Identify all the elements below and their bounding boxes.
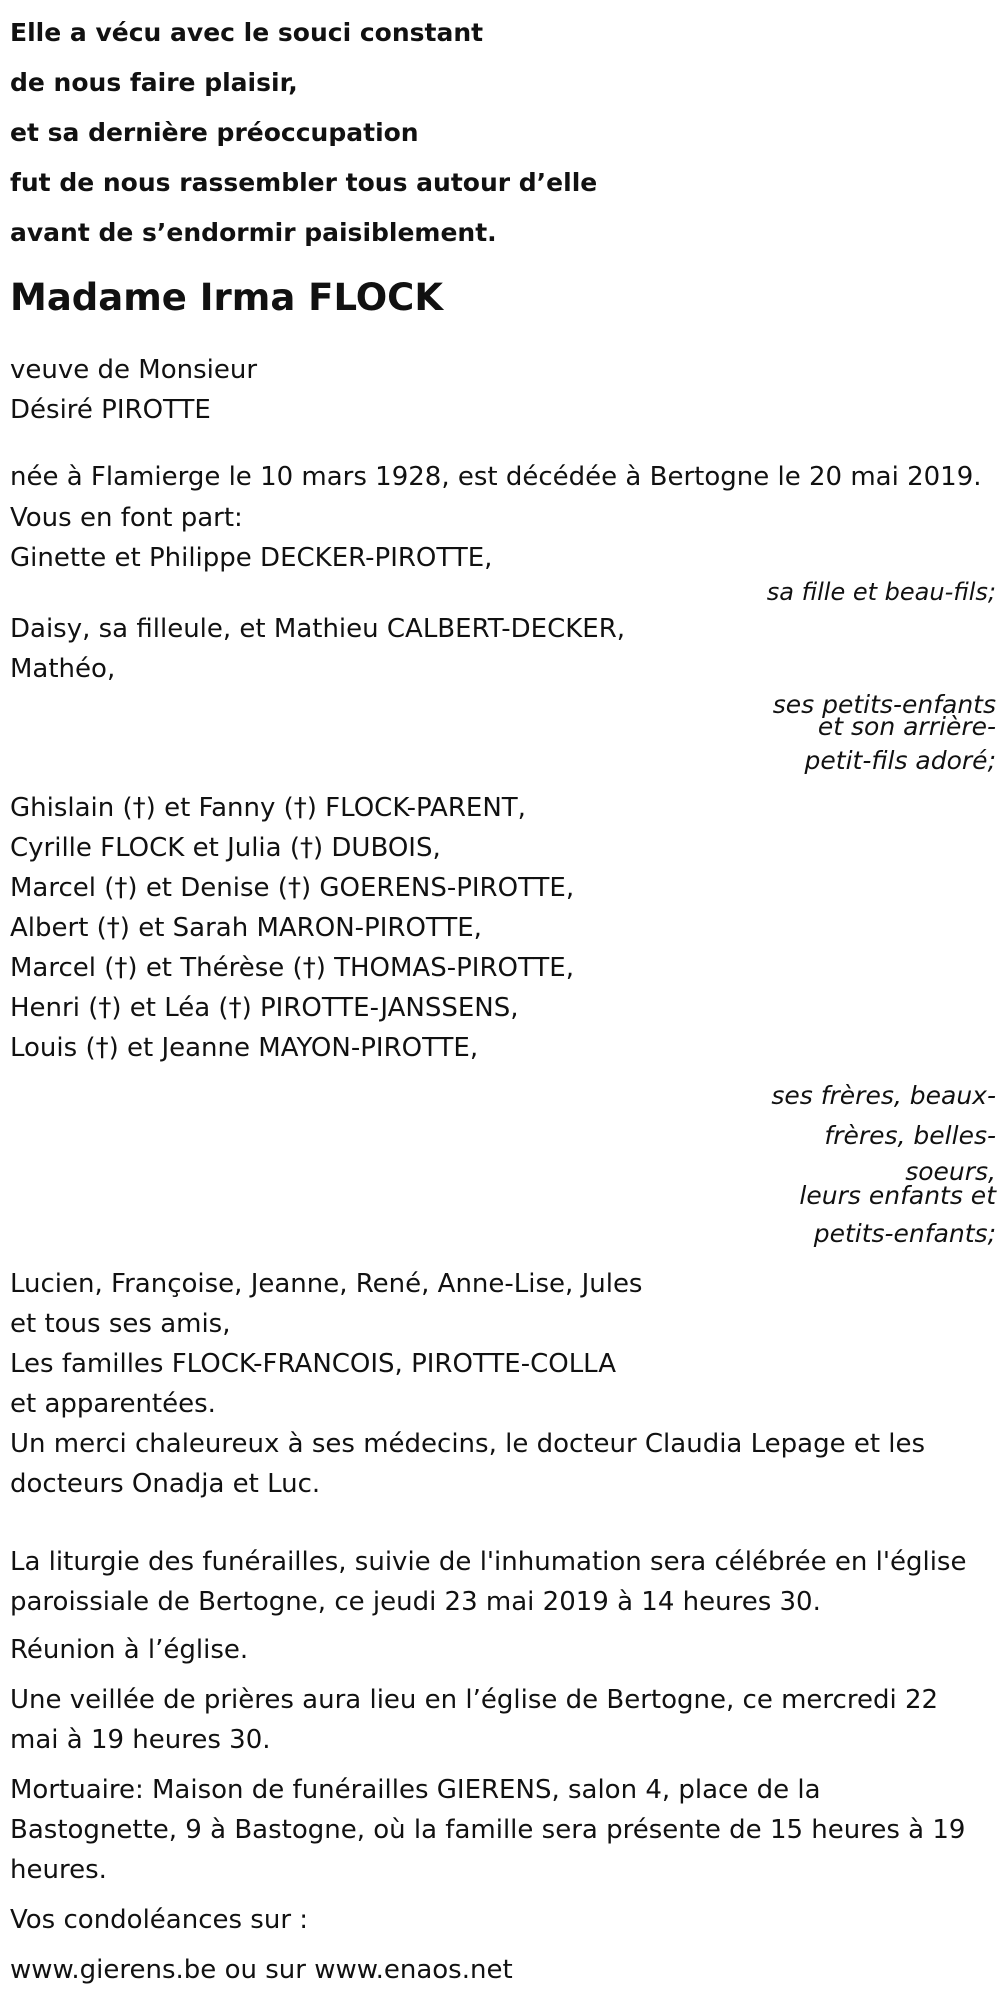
condolences: Vos condoléances sur : xyxy=(10,1905,309,1935)
others-line: Lucien, Françoise, Jeanne, René, Anne-Lise, Jules xyxy=(10,1269,643,1299)
group1-relation: sa fille et beau-fils; xyxy=(766,578,996,606)
announcement: Vous en font part: xyxy=(10,503,243,533)
relation-line: ses frères, beaux- xyxy=(771,1081,996,1110)
others-line: Les familles FLOCK-FRANCOIS, PIROTTE-COLLA xyxy=(10,1349,617,1379)
relation-line: frères, belles- xyxy=(824,1121,996,1150)
liturgy-line: paroissiale de Bertogne, ce jeudi 23 mai 2019 à 14 heures 30. xyxy=(10,1587,821,1617)
thanks-line: Un merci chaleureux à ses médecins, le docteur Claudia Lepage et les xyxy=(10,1429,926,1459)
widow-line: Désiré PIROTTE xyxy=(10,395,211,425)
thanks xyxy=(10,1424,996,1504)
verse-line: fut de nous rassembler tous autour d’elle xyxy=(10,168,598,197)
widow-line: veuve de Monsieur xyxy=(10,355,258,385)
obituary-page xyxy=(10,0,996,1990)
group2-relation xyxy=(696,690,996,784)
verse-line: Elle a vécu avec le souci constant xyxy=(10,18,484,47)
websites[interactable]: www.gierens.be ou sur www.enaos.net xyxy=(10,1955,513,1985)
name-line: Louis (†) et Jeanne MAYON-PIROTTE, xyxy=(10,1033,479,1063)
others xyxy=(10,1264,996,1424)
name-line: Daisy, sa filleule, et Mathieu CALBERT-DECKER, xyxy=(10,614,626,644)
meeting: Réunion à l’église. xyxy=(10,1635,249,1665)
verse-line: avant de s’endormir paisiblement. xyxy=(10,218,497,247)
relation-line: et son arrière- xyxy=(817,712,996,741)
verse-line: et sa dernière préoccupation xyxy=(10,118,419,147)
name-line: Marcel (†) et Thérèse (†) THOMAS-PIROTTE, xyxy=(10,953,574,983)
vigil xyxy=(10,1680,996,1760)
group2-names xyxy=(10,609,996,689)
birth-death: née à Flamierge le 10 mars 1928, est décédée à Bertogne le 20 mai 2019. xyxy=(10,462,982,492)
group1-names: Ginette et Philippe DECKER-PIROTTE, xyxy=(10,543,493,573)
name-line: Henri (†) et Léa (†) PIROTTE-JANSSENS, xyxy=(10,993,519,1023)
group3-relation xyxy=(696,1076,996,1264)
group3-names xyxy=(10,788,996,1068)
mortuary xyxy=(10,1770,996,1890)
liturgy-line: La liturgie des funérailles, suivie de l'inhumation sera célébrée en l'église xyxy=(10,1547,967,1577)
relation-line: petit-fils adoré; xyxy=(804,746,996,775)
mortuary-line: Bastognette, 9 à Bastogne, où la famille sera présente de 15 heures à 19 xyxy=(10,1815,966,1845)
verse-line: de nous faire plaisir, xyxy=(10,68,298,97)
name-line: Albert (†) et Sarah MARON-PIROTTE, xyxy=(10,913,482,943)
mortuary-line: heures. xyxy=(10,1855,107,1885)
mortuary-line: Mortuaire: Maison de funérailles GIERENS, salon 4, place de la xyxy=(10,1775,821,1805)
relation-line: petits-enfants; xyxy=(813,1219,996,1248)
name-line: Mathéo, xyxy=(10,654,116,684)
name-line: Marcel (†) et Denise (†) GOERENS-PIROTTE, xyxy=(10,873,575,903)
relation-line: ses petits-enfants xyxy=(772,690,996,719)
name-line: Ghislain (†) et Fanny (†) FLOCK-PARENT, xyxy=(10,793,526,823)
verse xyxy=(10,0,996,258)
deceased-name: Madame Irma FLOCK xyxy=(10,276,443,319)
others-line: et apparentées. xyxy=(10,1389,216,1419)
others-line: et tous ses amis, xyxy=(10,1309,231,1339)
relation-line: leurs enfants et xyxy=(799,1181,996,1210)
liturgy xyxy=(10,1542,996,1622)
vigil-line: Une veillée de prières aura lieu en l’église de Bertogne, ce mercredi 22 xyxy=(10,1685,939,1715)
thanks-line: docteurs Onadja et Luc. xyxy=(10,1469,321,1499)
vigil-line: mai à 19 heures 30. xyxy=(10,1725,271,1755)
name-line: Cyrille FLOCK et Julia (†) DUBOIS, xyxy=(10,833,441,863)
widow-of xyxy=(10,350,996,430)
relation-line: soeurs, xyxy=(905,1157,996,1186)
